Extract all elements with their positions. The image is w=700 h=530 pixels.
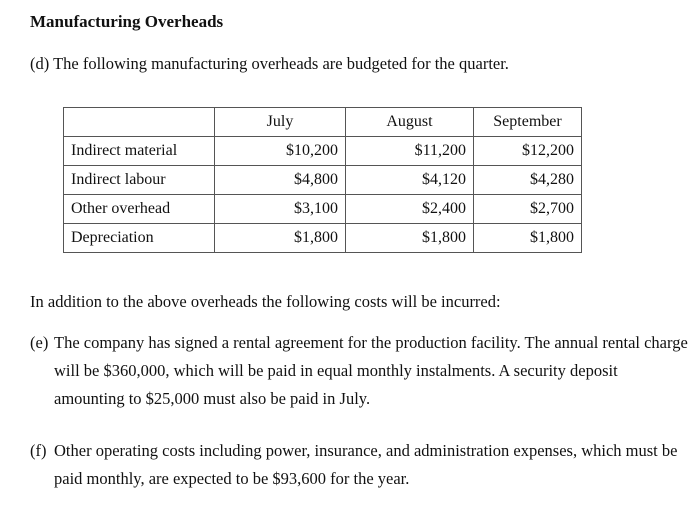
- row-label: Indirect labour: [64, 166, 215, 195]
- page-title: Manufacturing Overheads: [30, 12, 224, 31]
- cell-value: $4,280: [474, 166, 582, 195]
- cell-value: $3,100: [215, 195, 346, 224]
- cell-value: $12,200: [474, 137, 582, 166]
- cell-value: $4,120: [346, 166, 474, 195]
- cell-value: $1,800: [474, 224, 582, 253]
- row-label: Indirect material: [64, 137, 215, 166]
- cell-value: $10,200: [215, 137, 346, 166]
- item-marker: (f): [30, 441, 47, 460]
- overheads-table: [63, 107, 582, 253]
- table-header-row: [64, 108, 582, 137]
- item-marker: (e): [30, 333, 49, 352]
- table-header-september: September: [474, 108, 582, 137]
- table-header-july: July: [215, 108, 346, 137]
- cell-value: $11,200: [346, 137, 474, 166]
- table-row: [64, 137, 582, 166]
- list-item: [30, 329, 690, 413]
- table-header-august: August: [346, 108, 474, 137]
- cell-value: $2,400: [346, 195, 474, 224]
- cell-value: $1,800: [346, 224, 474, 253]
- table-header-blank: [64, 108, 215, 137]
- row-label: Other overhead: [64, 195, 215, 224]
- table-row: [64, 224, 582, 253]
- intro-paragraph: (d) The following manufacturing overheads are budgeted for the quarter.: [30, 54, 509, 73]
- row-label: Depreciation: [64, 224, 215, 253]
- list-item: [30, 437, 690, 493]
- addition-paragraph: In addition to the above overheads the following costs will be incurred:: [30, 292, 501, 311]
- table-row: [64, 195, 582, 224]
- cell-value: $2,700: [474, 195, 582, 224]
- item-text: Other operating costs including power, insurance, and administration expenses, which must be paid monthly, are expected to be $93,600 for the year.: [54, 441, 678, 488]
- item-text: The company has signed a rental agreement for the production facility. The annual rental charge will be $360,000, which will be paid in equal monthly instalments. A security deposit amounting to $25,000 must also be paid in July.: [54, 333, 688, 408]
- cell-value: $4,800: [215, 166, 346, 195]
- cell-value: $1,800: [215, 224, 346, 253]
- table-row: [64, 166, 582, 195]
